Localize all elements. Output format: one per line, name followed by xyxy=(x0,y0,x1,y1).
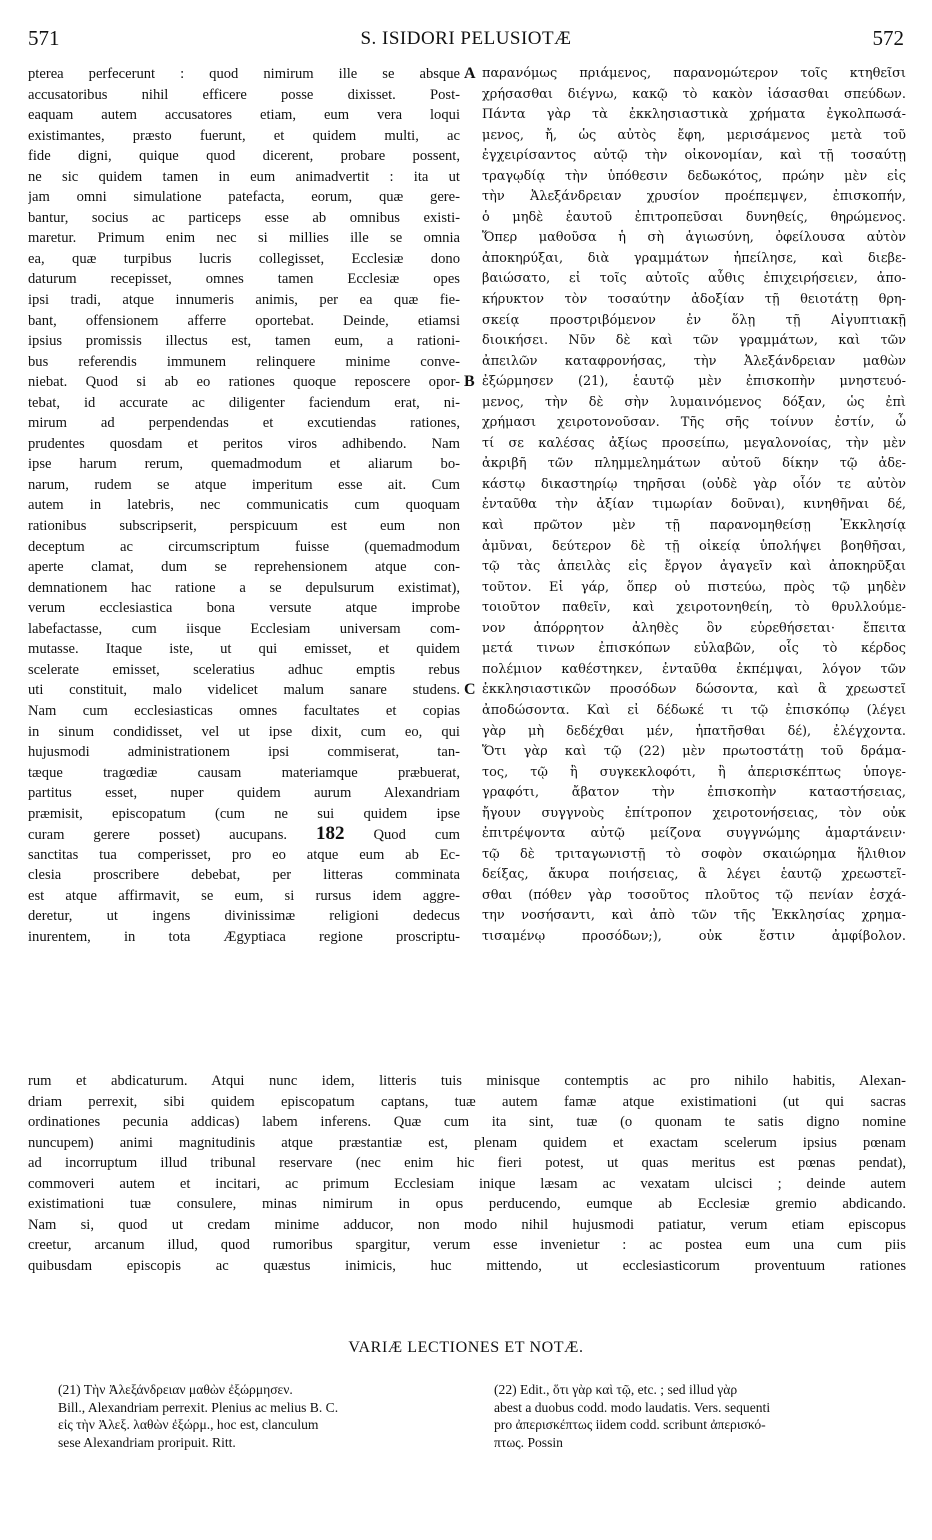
text-line: ipse harum rerum, quemadmodum et aliarum bo- xyxy=(28,456,460,473)
greek-line: τος, τῷ ἢ συγκεκλοφότι, ἢ ἀπερισκέπτως ὑπογε- xyxy=(482,764,906,780)
greek-line: γὰρ μὴ δεδέχθαι μέν, ἠπατῆσθαι δέ), ἐλέγχοντα. xyxy=(482,723,906,739)
greek-line: ἤγουν συγγνοὺς ἐπίτροπον χειροτονήσειας, τὸν οὐκ xyxy=(482,805,906,821)
note-line: πτως. Possin xyxy=(494,1434,563,1450)
text-line: inurentem, in tota Ægyptiaca regione proscriptu- xyxy=(28,928,460,945)
greek-line: σθαι (πόθεν γὰρ τοσοῦτος πλοῦτος τῷ πενίαν ἐσχά- xyxy=(482,887,906,903)
text-line: ordinationes pecunia addicas) labem inferens. Quæ cum ita sint, tuæ (o quonam te satis digno nomine xyxy=(28,1114,906,1131)
greek-line: ὁ μηδὲ ἑαυτοῦ ἐπιτροπεῦσαι δυνηθείς, θηρώμενος. xyxy=(482,209,906,225)
text-line: daturum recepisset, omnes tamen Ecclesiæ opes xyxy=(28,271,460,288)
note-line: (21) Τὴν Ἀλεξάνδρειαν μαθὼν ἐξώρμησεν. xyxy=(58,1382,293,1397)
text-line: eaquam autem accusatores etiam, eum vera loqui xyxy=(28,107,460,124)
note-line: Bill., Alexandriam perrexit. Plenius ac melius B. C. xyxy=(58,1399,339,1415)
greek-line: ἐξώρμησεν (21), ἑαυτῷ μὲν ἐπισκοπὴν μνηστευό- xyxy=(482,374,906,390)
greek-column xyxy=(482,64,906,948)
text-line: narum, rudem se atque imperitum esse ait. Cum xyxy=(28,476,460,493)
text-line: scelerate emisset, sceleratius adhuc emptis rebus xyxy=(28,661,460,678)
text-line: curam gerere posset) aucupans. 182 Quod cum xyxy=(28,824,460,845)
text-line: ipsius promissis illectus est, tamen eum, a rationi- xyxy=(28,333,460,350)
greek-line: κήρυκτον τὸν τοσαύτην ἀδοξίαν τῇ θειοτάτῃ θρη- xyxy=(482,292,906,308)
note-line: pro ἀπερισκέπτως iidem codd. scribunt ἀπερισκό- xyxy=(494,1417,766,1433)
greek-line: τῷ δὲ τριταγωνιστῇ τὸ σοφὸν σκαιώρημα ἥλιθιον xyxy=(482,846,906,862)
text-line: ne sic quidem tamen in eum animadvertit : ita ut xyxy=(28,168,460,185)
greek-line: κάστῳ δικαστηρίῳ τηρῆσαι (οὐδὲ γὰρ οἷόν τε αὐτὸν xyxy=(482,476,906,492)
greek-line: ἀποκηρύξαι, διὰ γραμμάτων ἠπείλησε, καὶ διεβε- xyxy=(482,250,906,266)
greek-line: Πάντα γὰρ τὰ ἐκκλησιαστικὰ χρήματα ἐγκολπωσά- xyxy=(482,107,906,123)
greek-line: βαιώσατο, εἰ τοῖς αὐτοῖς αὖθις ἐπιχειρήσειεν, ἀπο- xyxy=(482,271,906,287)
text-line: fide digni, quique quod dicerent, probare possent, xyxy=(28,148,460,165)
text-line: Nam cum ecclesiasticas omnes facultates et copias xyxy=(28,702,460,719)
greek-line: τισαμένῳ προσόδων;), οὐκ ἔστιν ἀμφίβολον. xyxy=(482,928,906,944)
text-line: accusatoribus nihil efficere posse dixisset. Post- xyxy=(28,86,460,103)
greek-line: τραγῳδίᾳ τὴν ὑπόθεσιν δεδωκότος, πρώην μὲν εἰς xyxy=(482,168,906,184)
greek-line: τί σε καλέσας ἀξίως προσείπω, μεγαλονοίας, τὴν μὲν xyxy=(482,435,906,451)
text-line: aperte clamat, dum se reprehensionem atque con- xyxy=(28,559,460,576)
text-line: niebat. Quod si ab eo rationes quoque reposcere opor- xyxy=(28,374,460,391)
text-line: existimantes, præsto fuerunt, et quidem multi, ac xyxy=(28,127,460,144)
greek-line: μετά τινων ἐπισκόπων εὐλαβῶν, οἷς τὸ κέρδος xyxy=(482,641,906,657)
text-line: nuncupem) animi magnitudinis atque præstantiæ est, plenam quidem et exactam scelerum ipsius pœnam xyxy=(28,1134,906,1151)
text-line: quibusdam episcopis ac quæstus inimicis, huc mittendo, ut ecclesiasticorum proventuum rationes xyxy=(28,1257,906,1274)
greek-line: ἀποδώσοντα. Καὶ εἰ δέδωκέ τι τῷ ἐπισκόπῳ (λέγει xyxy=(482,702,906,718)
greek-line: καὶ πρῶτον μὲν τῇ παρανομηθείσῃ Ἐκκλησίᾳ xyxy=(482,518,906,534)
greek-line: Ὅπερ μαθοῦσα ἡ σὴ ἁγιωσύνη, ὀφείλουσα αὐτὸν xyxy=(482,230,906,246)
text-line: ad incorruptum illud tribunal reservare (nec enim hic fieri potest, ut quas meritus est pœnas pendat), xyxy=(28,1155,906,1172)
text-line: labefactasse, cum iisque Ecclesiam universam com- xyxy=(28,620,460,637)
section-number: 182 xyxy=(316,824,345,845)
greek-line: τοιοῦτον παθεῖν, καὶ χειροτονηθείη, τὸ θρυλλούμε- xyxy=(482,600,906,616)
text-line: bus referendis immunem relinquere minime conve- xyxy=(28,353,460,370)
text-line: deceptum ac circumscriptum fuisse (quemadmodum xyxy=(28,538,460,555)
text-line: partitus esset, nuper quidem aurum Alexandriam xyxy=(28,785,460,802)
text-line: bantur, socius ac particeps esse ab omnibus existi- xyxy=(28,209,460,226)
text-line: ea, quæ turpibus lucris collegisset, Ecclesiæ dono xyxy=(28,250,460,267)
greek-line: ἐγχειρίσαντος αὐτῷ τὴν οἰκονομίαν, καὶ τῇ τοσαύτῃ xyxy=(482,148,906,164)
text-line: existimationi tuæ consulere, minas nimirum in opus perducendo, eumque ab Ecclesiæ gremio abdicando. xyxy=(28,1196,906,1213)
text-line: rum et abdicaturum. Atqui nunc idem, litteris tuis minisque contemptis ac pro nihilo habitis, Alexan- xyxy=(28,1073,906,1089)
text-line: bant, offensionem afferre oportebat. Deinde, etiamsi xyxy=(28,312,460,329)
text-line: præmisit, episcopatum (cum ne sui quidem ipse xyxy=(28,805,460,822)
text-line: prudentes quosdam et peritos viros adhibendo. Nam xyxy=(28,435,460,452)
greek-line: μενος, ἤ, ὡς αὐτὸς ἔφη, μερισάμενος μετὰ τοῦ xyxy=(482,127,906,143)
greek-line: χρήμασι χειροτονοῦσαν. Τῆς σῆς τοίνυν ἐστίν, ὦ xyxy=(482,415,906,431)
text-line: sanctitas tua comperisset, pro eo atque eum ab Ec- xyxy=(28,846,460,863)
note-line: (22) Edit., ὅτι γὰρ καὶ τῷ, etc. ; sed illud γὰρ xyxy=(494,1382,738,1397)
greek-line: Ὅτι γὰρ καὶ τῷ (22) μὲν πρωτοστάτῃ τοῦ δράμα- xyxy=(482,744,906,760)
greek-line: ἀμῦναι, δεύτερον δὲ τῇ οἰκείᾳ ὑπολήψει βοηθῆσαι, xyxy=(482,538,906,554)
greek-line: τῷ τὰς ἀπειλὰς εἰς ἔργον ἀγαγεῖν καὶ ἀποκηρῦξαι xyxy=(482,559,906,575)
note-line: abest a duobus codd. modo laudatis. Vers. sequenti xyxy=(494,1399,771,1415)
greek-line: χρήσασθαι διέγνω, κακῷ τὸ κακὸν ἰάσασθαι σπεύδων. xyxy=(482,86,906,102)
greek-line: δείξας, ἄκυρα ποιήσειας, ἃ λέγει ἑαυτῷ χρεωστεῖ- xyxy=(482,867,906,883)
text-line: driam perrexit, sibi quidem episcopatum captans, tuæ autem famæ atque existimationi (ut qui sacras xyxy=(28,1093,906,1110)
margin-marker-c: C xyxy=(464,681,476,698)
text-line: verum ecclesiastica bona versute atque improbe xyxy=(28,600,460,617)
note-21 xyxy=(58,1381,458,1451)
greek-line: γραφότι, ἄβατον τὴν ἐπισκοπὴν καταστήσειας, xyxy=(482,785,906,801)
text-line: mutasse. Itaque iste, ut qui emisset, et quidem xyxy=(28,641,460,658)
greek-line: μενος, τὴν δὲ σὴν λυμαινόμενος δόξαν, ὡς ἐπὶ xyxy=(482,394,906,410)
text-line: Nam si, quod ut credam minime adducor, non modo nihil hujusmodi patiatur, verum etiam episcopus xyxy=(28,1216,906,1233)
text-line: commoveri autem et incitari, ac primum Ecclesiam inique læsam ac vexatam ulcisci ; deinde autem xyxy=(28,1175,906,1192)
text-line: clesia proscribere debebat, per litteras comminata xyxy=(28,867,460,884)
text-line: uti constituit, malo videlicet malum sanare studens. xyxy=(28,682,460,699)
greek-line: ἐπιτρέψοντα αὐτῷ μείζονα συγγνώμης ἁμαρτάνειν· xyxy=(482,826,906,842)
page-header xyxy=(28,26,904,66)
text-line: hujusmodi administrationem ipsi commiserat, tan- xyxy=(28,744,460,761)
running-title: S. ISIDORI PELUSIOTÆ xyxy=(360,28,572,49)
line-tail: Quod cum xyxy=(373,827,460,844)
greek-line: τὴν Ἀλεξάνδρειαν χρυσίον προέπεμψεν, ἐπισκοπήν, xyxy=(482,189,906,205)
text-line: autem in latebris, nec communicatis cum quoquam xyxy=(28,497,460,514)
text-line: creetur, arcanum illud, quod rumoribus spargitur, verum esse invenietur : ac postea eum una cum piis xyxy=(28,1237,906,1254)
text-line: mirum ad perpendendas et excutiendas rationes, xyxy=(28,415,460,432)
text-line: jam omni simulatione patefacta, eorum, quæ gere- xyxy=(28,189,460,206)
text-line: tebat, id accurate ac diligenter faciendum erat, ni- xyxy=(28,394,460,411)
greek-line: ἐκκλησιαστικῶν προσόδων δώσοντα, καὶ ἃ χρεωστεῖ xyxy=(482,682,906,698)
greek-line: ἀπειλῶν καταφρονήσας, τὴν Ἀλεξάνδρειαν μαθὼν xyxy=(482,353,906,369)
text-line: ipsi tradi, atque innumeris animis, per ea quæ fie- xyxy=(28,292,460,309)
text-line: pterea perfecerunt : quod nimirum ille se absque xyxy=(28,66,460,82)
left-page-number: 571 xyxy=(28,26,60,50)
note-line: εἰς τὴν Ἀλεξ. λαθὼν ἐξώρμ., hoc est, clanculum xyxy=(58,1417,319,1433)
right-page-number: 572 xyxy=(872,26,904,50)
text-line: est atque affirmavit, se eum, si rursus idem aggre- xyxy=(28,887,460,904)
greek-line: διοικήσει. Νῦν δὲ καὶ τῶν γραμμάτων, καὶ τῶν xyxy=(482,333,906,349)
greek-line: ἀκριβῆ τῶν πλημμελημάτων αὐτοῦ δίκην τῷ ἀδε- xyxy=(482,456,906,472)
greek-line: τοῦτον. Εἰ γάρ, ὅπερ οὐ πιστεύω, πρὸς τῷ μηδὲν xyxy=(482,579,906,595)
greek-line: νον ἀπόρρητον ἀληθὲς ὂν εὑρεθήσεται· ἔπειτα xyxy=(482,620,906,636)
full-width-paragraph xyxy=(28,1071,906,1276)
text-line: demnationem hac ratione a se depulsurum existimat), xyxy=(28,579,460,596)
greek-line: πολέμιον καθέστηκεν, ἐνταῦθα ἐκπέμψαι, λόγον τῶν xyxy=(482,661,906,677)
text-line: in sinum condidisset, vel ut ipse dixit, cum eo, qui xyxy=(28,723,460,740)
greek-line: ἐνταῦθα τὴν ἀξίαν τιμωρίαν δοῦναι), κινηθῆναι δέ, xyxy=(482,497,906,513)
text-line: tæque tragœdiæ causam materiamque præbuerat, xyxy=(28,764,460,781)
margin-marker-b: B xyxy=(464,373,475,390)
greek-line: σκείᾳ προστριβόμενον ἐν ὅλῃ τῇ Αἰγυπτιακῇ xyxy=(482,312,906,328)
notes-title: VARIÆ LECTIONES ET NOTÆ. xyxy=(348,1339,584,1356)
margin-marker-a: A xyxy=(464,65,476,82)
greek-line: την νοσήσαντι, καὶ ἀπὸ τῶν τῆς Ἐκκλησίας χρημα- xyxy=(482,908,906,924)
note-22 xyxy=(494,1381,908,1451)
text-line: deretur, ut ingens divinissimæ religioni dedecus xyxy=(28,908,460,925)
text-line: maretur. Primum enim nec si millies ille se omnia xyxy=(28,230,460,247)
latin-column xyxy=(28,64,460,948)
text-line: rationibus subscripserit, perspicuum est eum non xyxy=(28,518,460,535)
note-line: sese Alexandriam proripuit. Ritt. xyxy=(58,1434,236,1450)
greek-line: παρανόμως πριάμενος, παρανομώτερον τοῖς κτηθεῖσι xyxy=(482,66,906,81)
